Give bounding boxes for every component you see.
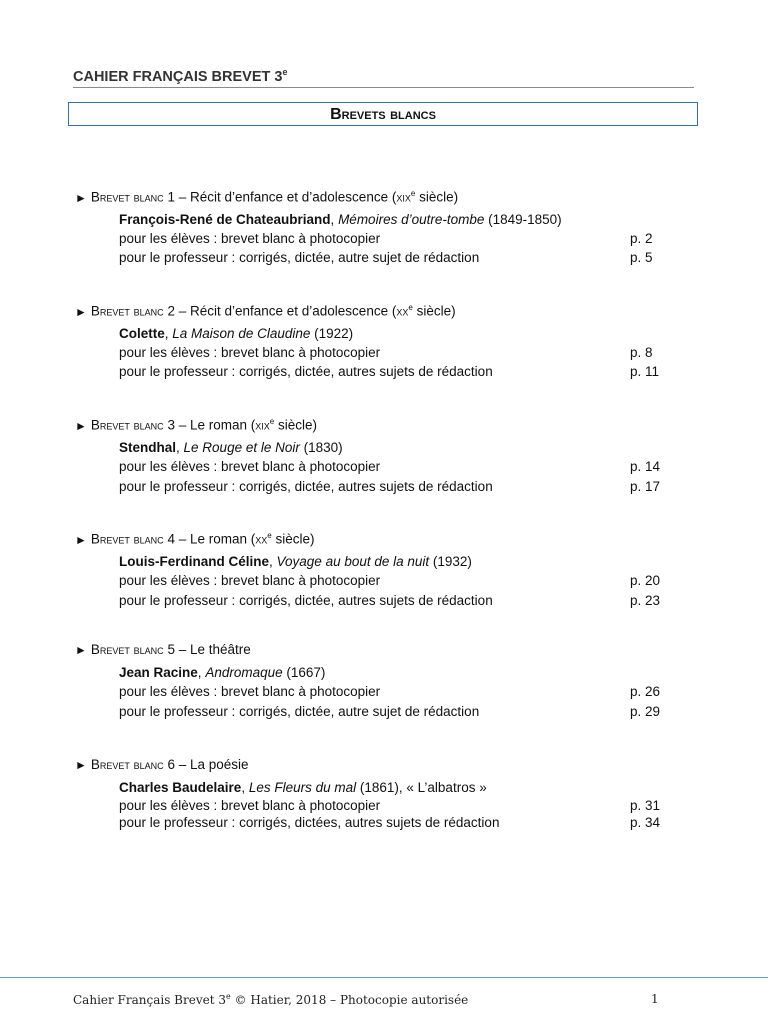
entry-heading-pre: 4 – Le roman ( (163, 531, 256, 547)
entry-heading (75, 757, 249, 772)
entry-students-page: p. 2 (630, 231, 653, 246)
arrow-icon: ► (75, 532, 87, 547)
entry-teacher-line: pour le professeur : corrigés, dictée, autres sujets de rédaction (119, 479, 493, 494)
entry-label-first: B (90, 757, 100, 772)
entry-heading-pre: 3 – Le roman ( (163, 417, 256, 433)
page-number: 1 (651, 992, 659, 1006)
entry-heading-pre: 5 – Le théâtre (163, 642, 251, 657)
entry-label-rest: revet blanc (99, 757, 164, 772)
arrow-icon: ► (75, 304, 87, 319)
entry-heading (75, 189, 458, 205)
header-text: CAHIER FRANÇAIS BREVET 3 (73, 68, 283, 85)
entry-details: (1932) (429, 554, 472, 569)
entry-century: xx (396, 303, 409, 319)
arrow-icon: ► (75, 643, 87, 657)
entry-sep: , (269, 554, 277, 569)
entry-teacher-page: p. 34 (630, 815, 661, 830)
entry-heading-post: siècle) (274, 417, 317, 433)
header-sup: e (282, 67, 288, 77)
entry-work: Le Rouge et le Noir (183, 440, 300, 455)
page-title (68, 102, 698, 126)
arrow-icon: ► (75, 190, 87, 205)
entry-label-rest: revet blanc (99, 531, 164, 547)
entry-label-rest: revet blanc (99, 417, 164, 433)
entry-teacher-page: p. 23 (630, 593, 661, 608)
title-rest: revets blancs (341, 106, 436, 123)
entry-teacher-line: pour le professeur : corrigés, dictée, autre sujet de rédaction (119, 704, 480, 719)
entry-heading (75, 531, 314, 547)
entry-heading (75, 642, 251, 657)
entry-heading (75, 303, 456, 319)
entry-teacher-line: pour le professeur : corrigés, dictées, autres sujets de rédaction (119, 815, 500, 830)
entry-teacher-page: p. 29 (630, 704, 661, 719)
entry-students-line: pour les élèves : brevet blanc à photocopier (119, 345, 381, 360)
entry-details: (1861), « L’albatros » (356, 780, 487, 795)
footer-post: © Hatier, 2018 – Photocopie autorisée (230, 993, 469, 1007)
entry-work: Voyage au bout de la nuit (276, 554, 430, 569)
entry-label-first: B (90, 417, 100, 433)
entry-century: xx (255, 531, 268, 547)
entry-label-first: B (90, 642, 100, 657)
entry-sep: , (176, 440, 184, 455)
entry-work-line (119, 212, 562, 227)
entry-author: François-René de Chateaubriand (119, 212, 331, 227)
entry-author: Colette (119, 326, 165, 341)
entry-students-page: p. 20 (630, 573, 661, 588)
entry-author: Stendhal (119, 440, 177, 455)
entry-heading-post: siècle) (271, 531, 315, 547)
entry-label-first: B (90, 189, 100, 205)
entry-century-sup: e (410, 189, 416, 198)
entry-details: (1849-1850) (484, 212, 562, 227)
entry-sep: , (330, 212, 339, 227)
entry-students-line: pour les élèves : brevet blanc à photocopier (119, 684, 381, 699)
arrow-icon: ► (75, 418, 87, 433)
entry-students-page: p. 26 (630, 684, 661, 699)
entry-details: (1830) (299, 440, 343, 455)
entry-teacher-page: p. 17 (630, 479, 661, 494)
entry-work: Les Fleurs du mal (248, 780, 357, 795)
entry-work-line (119, 326, 353, 341)
entry-work: Andromaque (205, 665, 283, 680)
entry-label-rest: revet blanc (99, 303, 164, 319)
entry-work-line (119, 440, 343, 455)
entry-author: Louis-Ferdinand Céline (119, 554, 270, 569)
entry-teacher-line: pour le professeur : corrigés, dictée, autre sujet de rédaction (119, 250, 480, 265)
footer-text (73, 992, 468, 1007)
entry-heading-pre: 6 – La poésie (163, 757, 249, 772)
entry-work-line (119, 554, 472, 569)
entry-work-line (119, 665, 325, 680)
entry-students-line: pour les élèves : brevet blanc à photocopier (119, 459, 381, 474)
entry-label-rest: revet blanc (99, 642, 164, 657)
entry-heading-post: siècle) (415, 189, 459, 205)
entry-teacher-line: pour le professeur : corrigés, dictée, autres sujets de rédaction (119, 364, 493, 379)
entry-label-rest: revet blanc (99, 189, 164, 205)
entry-students-page: p. 8 (630, 345, 653, 360)
entry-work: Mémoires d’outre-tombe (338, 212, 485, 227)
entry-century-sup: e (269, 417, 275, 426)
entry-century-sup: e (267, 531, 272, 540)
entry-students-page: p. 14 (630, 459, 661, 474)
entry-heading-pre: 1 – Récit d’enfance et d’adolescence ( (163, 189, 397, 205)
entry-author: Charles Baudelaire (119, 780, 242, 795)
entry-work: La Maison de Claudine (172, 326, 311, 341)
arrow-icon: ► (75, 758, 87, 772)
footer-divider (0, 977, 768, 978)
entry-students-line: pour les élèves : brevet blanc à photocopier (119, 231, 381, 246)
footer-sup: e (226, 992, 231, 1001)
entry-details: (1922) (310, 326, 354, 341)
entry-century: xix (255, 417, 270, 433)
entry-teacher-line: pour le professeur : corrigés, dictée, autres sujets de rédaction (119, 593, 493, 608)
entry-label-first: B (90, 303, 100, 319)
entry-students-line: pour les élèves : brevet blanc à photocopier (119, 573, 381, 588)
footer-pre: Cahier Français Brevet 3 (73, 993, 226, 1007)
running-header (73, 67, 694, 88)
entry-sep: , (164, 326, 173, 341)
title-first-letter: B (330, 106, 342, 123)
entry-sep: , (241, 780, 249, 795)
entry-teacher-page: p. 11 (630, 364, 660, 379)
entry-century-sup: e (408, 303, 413, 312)
entry-sep: , (197, 665, 206, 680)
entry-details: (1667) (282, 665, 326, 680)
entry-students-line: pour les élèves : brevet blanc à photocopier (119, 798, 381, 813)
entry-students-page: p. 31 (630, 798, 661, 813)
entry-teacher-page: p. 5 (630, 250, 653, 265)
entry-heading (75, 417, 317, 433)
entry-author: Jean Racine (119, 665, 198, 680)
entry-century: xix (396, 189, 411, 205)
entry-label-first: B (90, 531, 100, 547)
entry-heading-pre: 2 – Récit d’enfance et d’adolescence ( (163, 303, 397, 319)
entry-work-line (119, 780, 487, 795)
entry-heading-post: siècle) (412, 303, 456, 319)
